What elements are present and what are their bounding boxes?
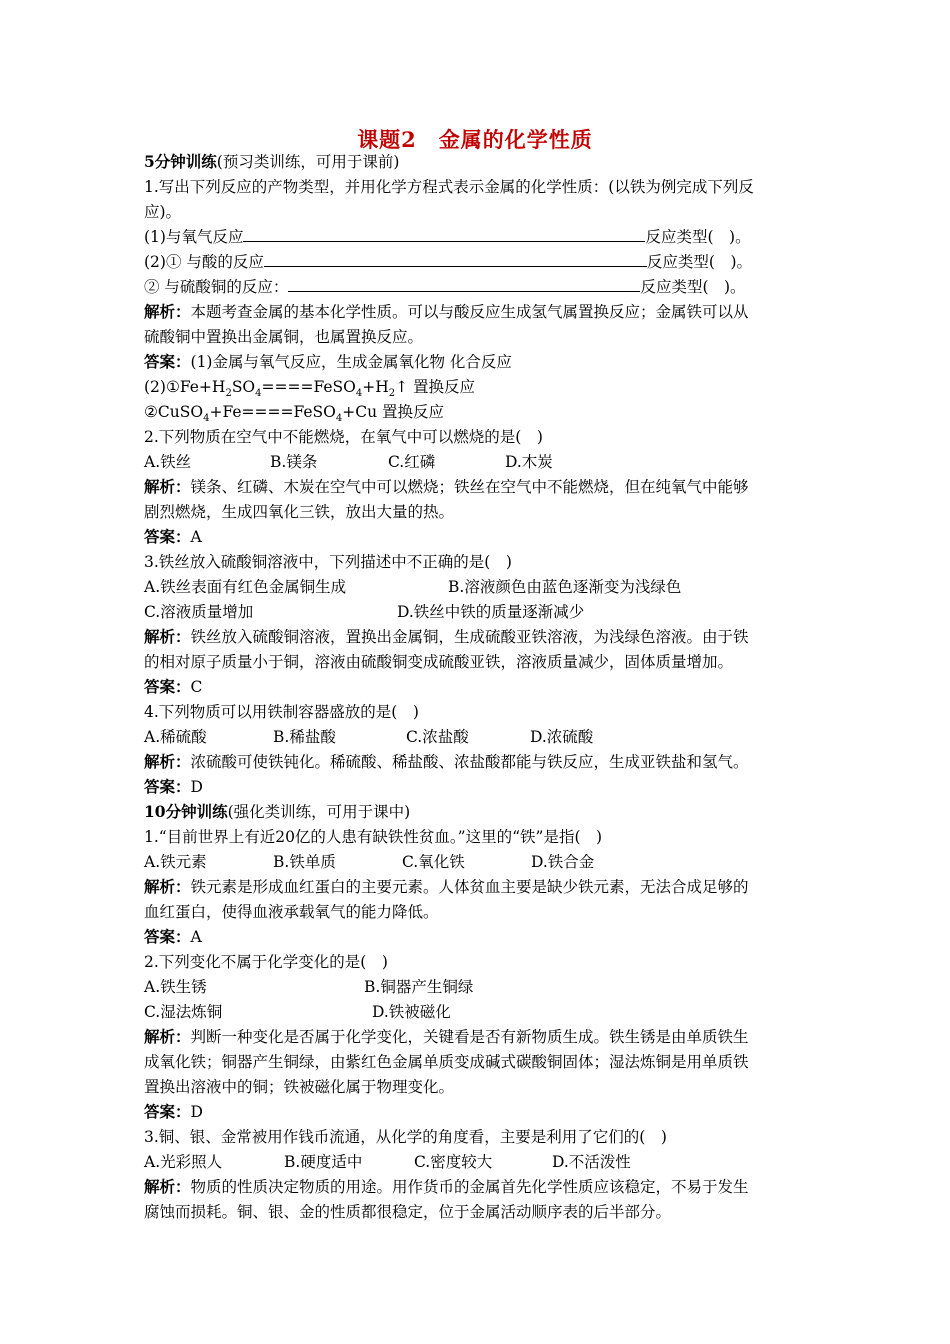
q2-analysis-line2: 剧烈燃烧，生成四氧化三铁，放出大量的热。 — [144, 503, 455, 521]
option-c[interactable]: C.湿法炼铜 — [144, 1003, 223, 1021]
option-b[interactable]: B.铜器产生铜绿 — [364, 978, 474, 996]
option-d[interactable]: D.铁合金 — [531, 853, 595, 871]
q1-stem-line1: 1.写出下列反应的产物类型，并用化学方程式表示金属的化学性质：(以铁为例完成下列反 — [144, 178, 754, 196]
p2-analysis-line1: 解析：判断一种变化是否属于化学变化，关键看是否有新物质生成。铁生锈是由单质铁生 — [144, 1027, 749, 1046]
p2-analysis-line2: 成氧化铁；铜器产生铜绿，由紫红色金属单质变成碱式碳酸铜固体；湿法炼铜是用单质铁 — [144, 1053, 749, 1071]
answer-blank[interactable] — [264, 250, 647, 267]
p3-stem: 3.铜、银、金常被用作钱币流通，从化学的角度看，主要是利用了它们的( ) — [144, 1128, 667, 1146]
p1-stem: 1.“目前世界上有近20亿的人患有缺铁性贫血。”这里的“铁”是指( ) — [144, 828, 603, 846]
option-d[interactable]: D.铁被磁化 — [372, 1003, 451, 1021]
q4-answer: 答案：D — [144, 777, 203, 796]
q1-item-a: (1)与氧气反应 反应类型( )。 — [144, 225, 810, 249]
option-b[interactable]: B.镁条 — [270, 453, 318, 471]
q1-answer-equation-1: $(2)①Fe+H_2SO_4====FeSO_4+H_2↑$ 置换反应 — [144, 378, 476, 400]
q1-item-c: ② 与硫酸铜的反应： 反应类型( )。 — [144, 275, 810, 299]
q1-analysis-line1: 解析：本题考查金属的基本化学性质。可以与酸反应生成氢气属置换反应；金属铁可以从 — [144, 302, 749, 321]
p1-analysis-line1: 解析：铁元素是形成血红蛋白的主要元素。人体贫血主要是缺少铁元素，无法合成足够的 — [144, 877, 749, 896]
q1-analysis-line2: 硫酸铜中置换出金属铜，也属置换反应。 — [144, 328, 424, 346]
q2-answer: 答案：A — [144, 527, 202, 546]
option-d[interactable]: D.浓硫酸 — [530, 728, 594, 746]
answer-blank[interactable] — [288, 275, 640, 292]
section-heading-5min: 5分钟训练(预习类训练，可用于课前) — [144, 152, 400, 171]
option-a[interactable]: A.稀硫酸 — [144, 728, 207, 746]
q2-stem: 2.下列物质在空气中不能燃烧，在氧气中可以燃烧的是( ) — [144, 428, 543, 446]
p1-answer: 答案：A — [144, 927, 202, 946]
q3-analysis-line1: 解析：铁丝放入硫酸铜溶液，置换出金属铜，生成硫酸亚铁溶液，为浅绿色溶液。由于铁 — [144, 627, 749, 646]
page-title: 课题2 金属的化学性质 — [357, 127, 593, 152]
q4-analysis: 解析：浓硫酸可使铁钝化。稀硫酸、稀盐酸、浓盐酸都能与铁反应，生成亚铁盐和氢气。 — [144, 752, 749, 771]
option-c[interactable]: C.浓盐酸 — [406, 728, 469, 746]
option-a[interactable]: A.光彩照人 — [144, 1153, 223, 1171]
option-d[interactable]: D.不活泼性 — [552, 1153, 631, 1171]
p1-analysis-line2: 血红蛋白，使得血液承载氧气的能力降低。 — [144, 903, 439, 921]
q1-stem-line2: 应)。 — [144, 203, 182, 221]
option-d[interactable]: D.铁丝中铁的质量逐渐减少 — [397, 603, 585, 621]
option-a[interactable]: A.铁丝 — [144, 453, 192, 471]
option-b[interactable]: B.稀盐酸 — [273, 728, 336, 746]
q1-answer-line1: 答案：(1)金属与氧气反应，生成金属氧化物 化合反应 — [144, 352, 512, 371]
option-c[interactable]: C.红磷 — [388, 453, 436, 471]
option-d[interactable]: D.木炭 — [505, 453, 553, 471]
option-c[interactable]: C.密度较大 — [414, 1153, 493, 1171]
q2-analysis-line1: 解析：镁条、红磷、木炭在空气中可以燃烧；铁丝在空气中不能燃烧，但在纯氧气中能够 — [144, 477, 749, 496]
option-b[interactable]: B.硬度适中 — [284, 1153, 363, 1171]
p2-analysis-line3: 置换出溶液中的铜；铁被磁化属于物理变化。 — [144, 1078, 455, 1096]
option-a[interactable]: A.铁丝表面有红色金属铜生成 — [144, 578, 347, 596]
option-c[interactable]: C.氧化铁 — [402, 853, 465, 871]
p2-stem: 2.下列变化不属于化学变化的是( ) — [144, 953, 388, 971]
q1-item-b: (2)① 与酸的反应 反应类型( )。 — [144, 250, 810, 274]
q3-stem: 3.铁丝放入硫酸铜溶液中，下列描述中不正确的是( ) — [144, 553, 512, 571]
section-heading-10min: 10分钟训练(强化类训练，可用于课中) — [144, 802, 411, 821]
option-c[interactable]: C.溶液质量增加 — [144, 603, 254, 621]
p3-analysis-line2: 腐蚀而损耗。铜、银、金的性质都很稳定，位于金属活动顺序表的后半部分。 — [144, 1203, 672, 1221]
option-b[interactable]: B.溶液颜色由蓝色逐渐变为浅绿色 — [448, 578, 682, 596]
p2-answer: 答案：D — [144, 1102, 203, 1121]
option-b[interactable]: B.铁单质 — [273, 853, 336, 871]
q3-analysis-line2: 的相对原子质量小于铜，溶液由硫酸铜变成硫酸亚铁，溶液质量减少，固体质量增加。 — [144, 653, 734, 671]
q4-stem: 4.下列物质可以用铁制容器盛放的是( ) — [144, 703, 419, 721]
q3-answer: 答案：C — [144, 677, 203, 696]
q1-answer-equation-2: ②CuSO$_4$+Fe====FeSO$_4$+Cu 置换反应 — [144, 403, 445, 425]
option-a[interactable]: A.铁元素 — [144, 853, 207, 871]
answer-blank[interactable] — [243, 225, 645, 242]
p3-analysis-line1: 解析：物质的性质决定物质的用途。用作货币的金属首先化学性质应该稳定，不易于发生 — [144, 1177, 749, 1196]
option-a[interactable]: A.铁生锈 — [144, 978, 207, 996]
